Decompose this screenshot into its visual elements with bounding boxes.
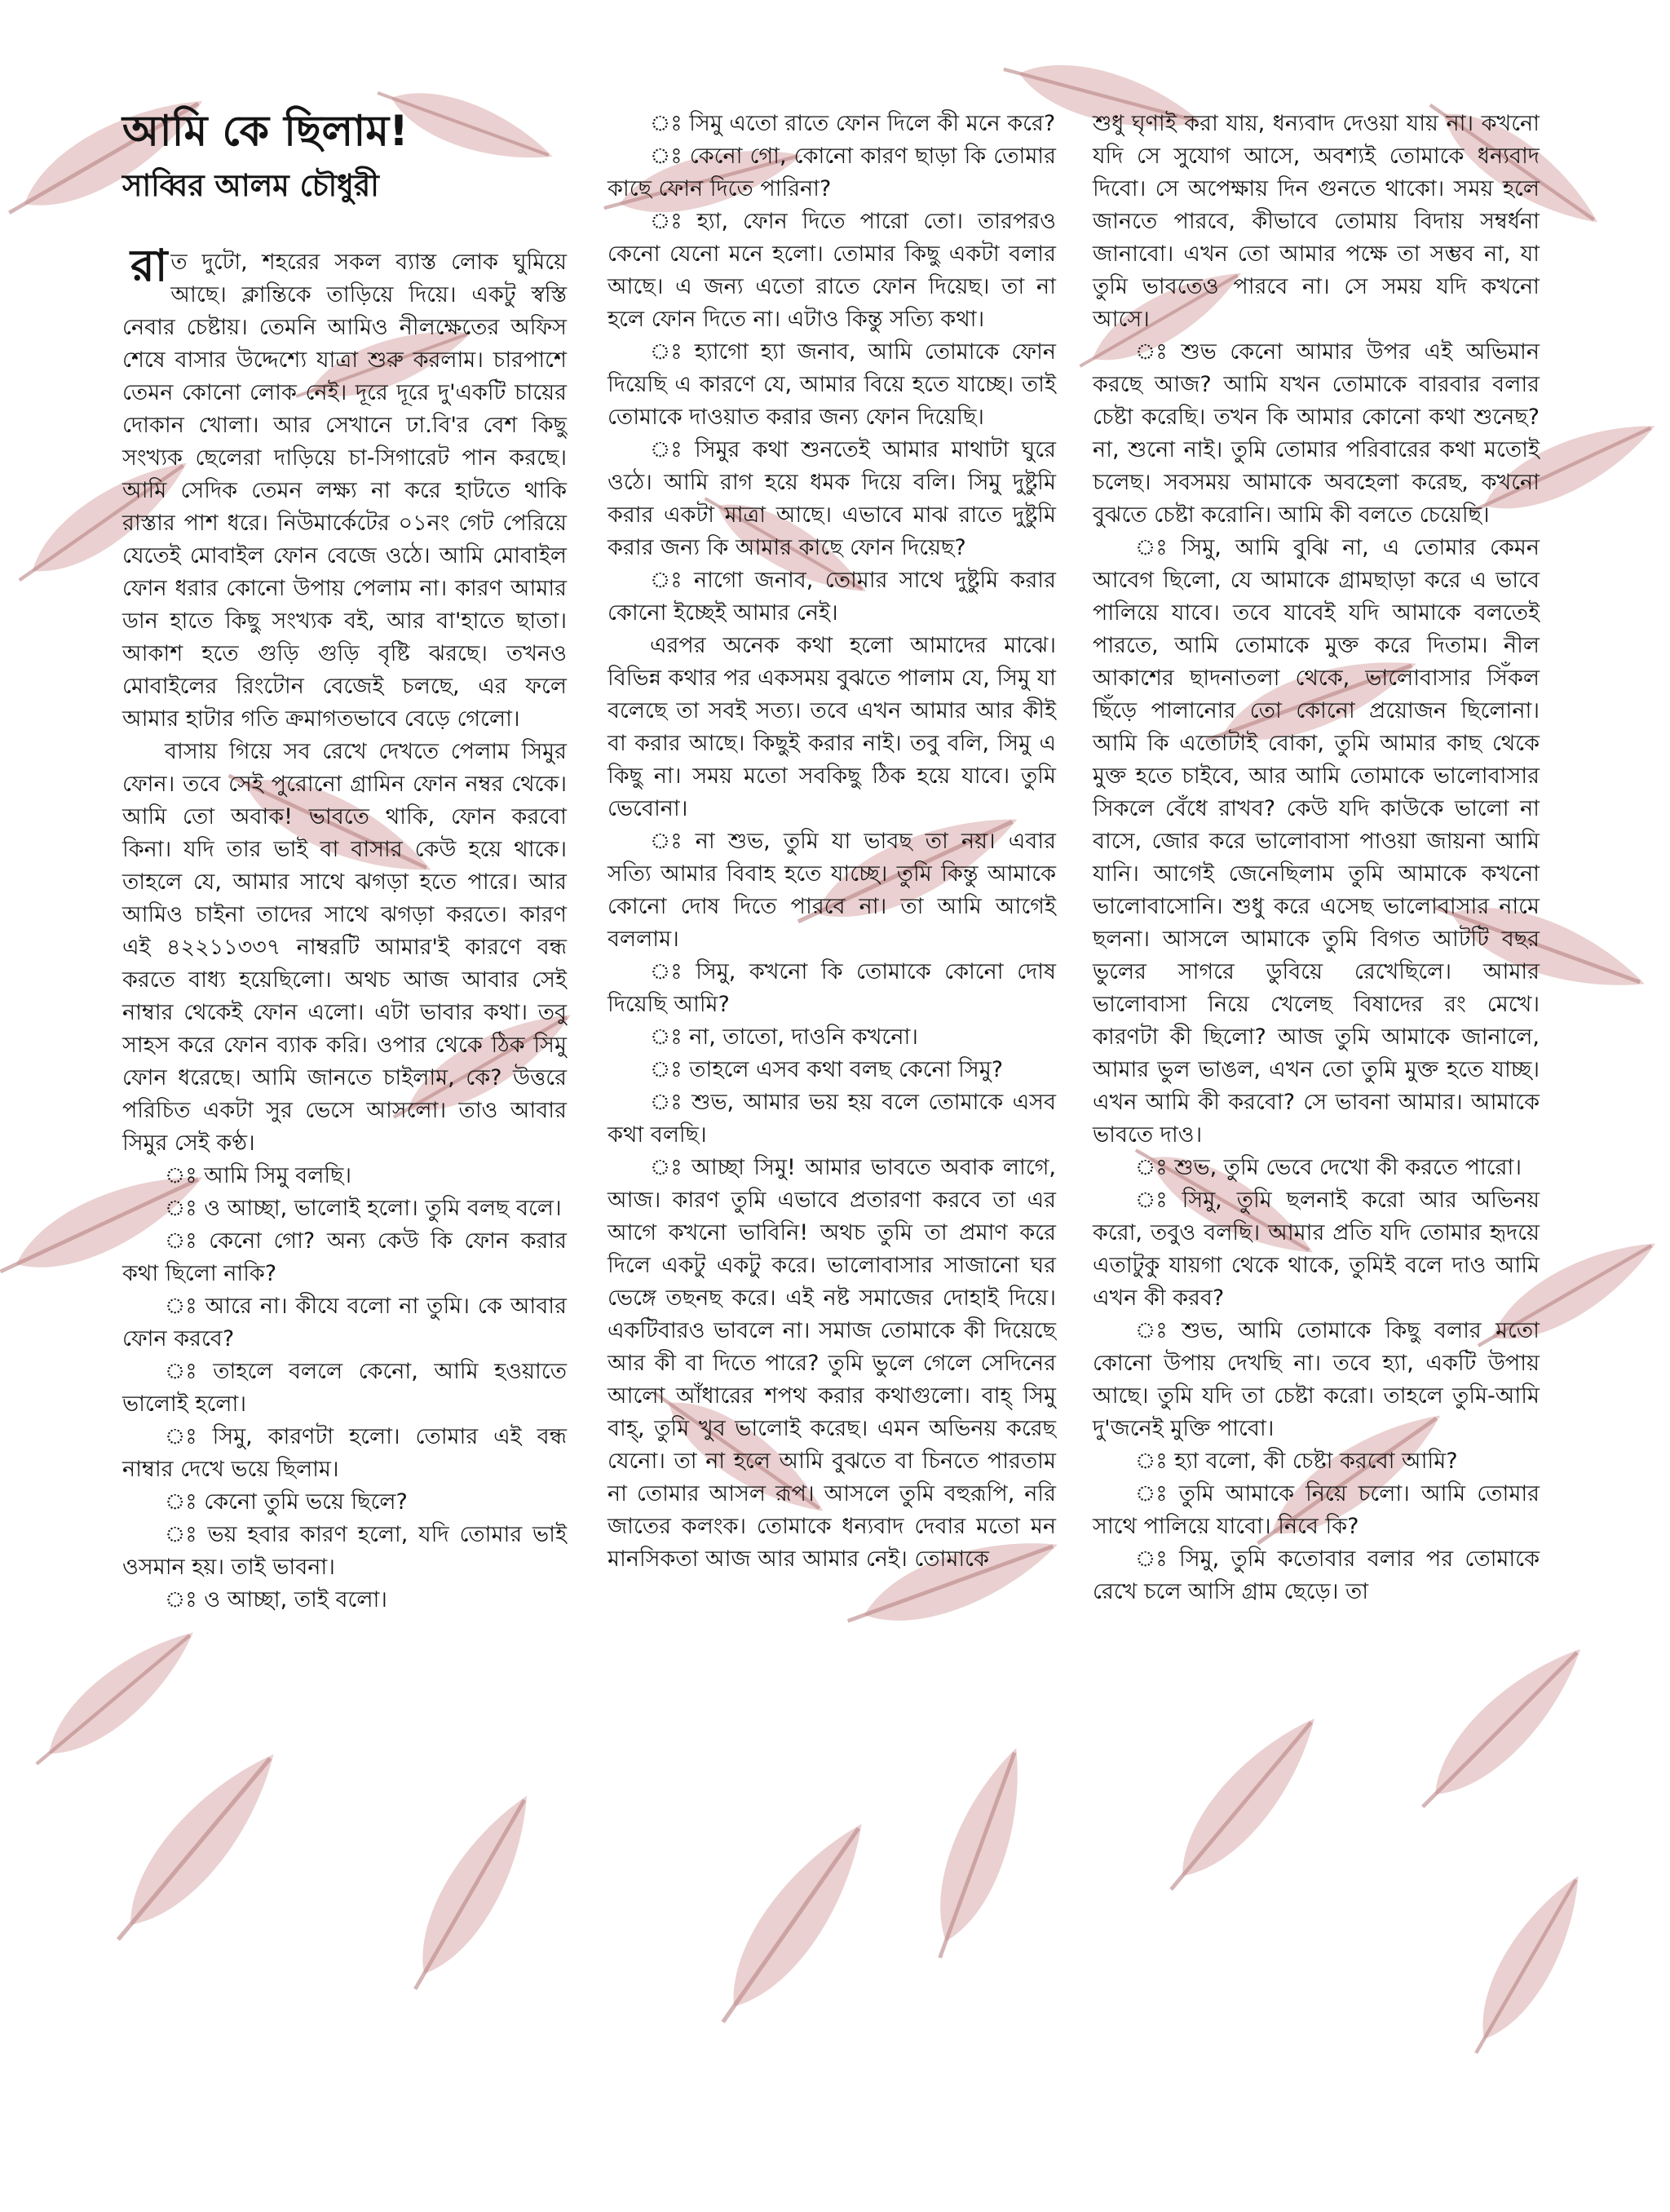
article-column-2 [607,108,1056,1576]
dialogue-line: ঃ সিমু, কখনো কি তোমাকে কোনো দোষ দিয়েছি আমি? [607,959,1056,1017]
dialogue-line: ঃ সিমু, কারণটা হলো। তোমার এই বন্ধ নাম্বার দেখে ভয়ে ছিলাম। [122,1424,567,1482]
dialogue-line: ঃ আরে না। কীযে বলো না তুমি। কে আবার ফোন করবে? [122,1294,567,1352]
dialogue-line: ঃ সিমু, তুমি ছলনাই করো আর অভিনয় করো, তবুও বলছি। আমার প্রতি যদি তোমার হৃদয়ে এতাটুকু যায়গা থেকে থাকে, তুমিই বলে দাও আমি এখন কী করব? [1093,1188,1540,1311]
dialogue-line: ঃ তুমি আমাকে নিয়ে চলো। আমি তোমার সাথে পালিয়ে যাবো। নিবে কি? [1093,1481,1540,1539]
article-author: সাব্বির আলম চৌধুরী [122,168,379,203]
dialogue-line: ঃ সিমু এতো রাতে ফোন দিলে কী মনে করে? [650,111,1056,136]
dialogue-line: ঃ ও আচ্ছা, তাই বলো। [165,1587,387,1613]
dialogue-line: ঃ তাহলে এসব কথা বলছ কেনো সিমু? [650,1057,1004,1082]
dialogue-line: ঃ সিমু, আমি বুঝি না, এ তোমার কেমন আবেগ ছিলো, যে আমাকে গ্রামছাড়া করে এ ভাবে পালিয়ে যাবে। তবে যাবেই যদি আমাকে বলতেই পারতে, আমি তোমাকে মুক্ত করে দিতাম। নীল আকাশের ছাদনাতলা থেকে, ভালোবাসার সিঁকল ছিঁড়ে পালানোর তো কোনো প্রয়োজন ছিলোনা। আমি কি এতোটাই বোকা, তুমি আমার কাছ থেকে মুক্ত হতে চাইবে, আর আমি তোমাকে ভালোবাসার সিকলে বেঁধে রাখব? কেউ যদি কাউকে ভালো না বাসে, জোর করে ভালোবাসা পাওয়া জায়না আমি যানি। আগেই জেনেছিলাম তুমি আমাকে কখনো ভালোবাসোনি। শুধু করে এসেছ ভালোবাসার নামে ছলনা। আসলে আমাকে তুমি বিগত আটটি বছর ভুলের সাগরে ডুবিয়ে রেখেছিলে। আমার ভালোবাসা নিয়ে খেলেছ বিষাদের রং মেখে। কারণটা কী ছিলো? আজ তুমি আমাকে জানালে, আমার ভুল ভাঙল, এখন তো তুমি মুক্ত হতে যাচ্ছ। এখন আমি কী করবো? সে ভাবনা আমার। আমাকে ভাবতে দাও। [1093,535,1540,1148]
article-title: আমি কে ছিলাম! [122,107,409,156]
dialogue-line: ঃ হ্যাগো হ্যা জনাব, আমি তোমাকে ফোন দিয়েছি এ কারণে যে, আমার বিয়ে হতে যাচ্ছে। তাই তোমাকে দাওয়াত করার জন্য ফোন দিয়েছি। [607,339,1056,430]
paragraph: এরপর অনেক কথা হলো আমাদের মাঝে। বিভিন্ন কথার পর একসময় বুঝতে পালাম যে, সিমু যা বলেছে তা সবই সত্য। তবে এখন আমার আর কীই বা করার আছে। কিছুই করার নাই। তবু বলি, সিমু এ কিছু না। সময় মতো সবকিছু ঠিক হয়ে যাবে। তুমি ভেবোনা। [607,633,1056,821]
dialogue-line: ঃ শুভ কেনো আমার উপর এই অভিমান করছে আজ? আমি যখন তোমাকে বারবার বলার চেষ্টা করেছি। তখন কি আমার কোনো কথা শুনেছ? না, শুনো নাই। তুমি তোমার পরিবারের কথা মতোই চলেছ। সবসময় আমাকে অবহেলা করেছ, কখনো বুঝতে চেষ্টা করোনি। আমি কী বলতে চেয়েছি। [1093,339,1540,528]
dialogue-line: ঃ শুভ, আমার ভয় হয় বলে তোমাকে এসব কথা বলছি। [607,1090,1056,1148]
opening-text: ত দুটো, শহরের সকল ব্যাস্ত লোক ঘুমিয়ে আছে। ক্লান্তিকে তাড়িয়ে দিয়ে। একটু স্বস্তি নেবার চেষ্টায়। তেমনি আমিও নীলক্ষেতের অফিস শেষে বাসার উদ্দেশ্যে যাত্রা শুরু করলাম। চারপাশে তেমন কোনো লোক নেই। দূরে দূরে দু'একটি চায়ের দোকান খোলা। আর সেখানে ঢা.বি'র বেশ কিছু সংখ্যক ছেলেরা দাড়িয়ে চা-সিগারেট পান করছে। আমি সেদিক তেমন লক্ষ্য না করে হাটতে থাকি রাস্তার পাশ ধরে। নিউমার্কেটের ০১নং গেট পেরিয়ে যেতেই মোবাইল ফোন বেজে ওঠে। আমি মোবাইল ফোন ধরার কোনো উপায় পেলাম না। কারণ আমার ডান হাতে কিছু সংখ্যক বই, আর বা'হাতে ছাতা। আকাশ হতে গুড়ি গুড়ি বৃষ্টি ঝরছে। তখনও মোবাইলের রিংটোন বেজেই চলছে, এর ফলে আমার হাটার গতি ক্রমাগতভাবে বেড়ে গেলো। [122,250,567,732]
dialogue-line: ঃ কেনো গো? অন্য কেউ কি ফোন করার কথা ছিলো নাকি? [122,1228,567,1286]
dialogue-line: ঃ আচ্ছা সিমু! আমার ভাবতে অবাক লাগে, আজ। কারণ তুমি এভাবে প্রতারণা করবে তা এর আগে কখনো ভাবিনি! অথচ তুমি তা প্রমাণ করে দিলে একটু একটু করে। ভালোবাসার সাজানো ঘর ভেঙ্গে তছনছ করে। এই নষ্ট সমাজের দোহাই দিয়ে। একটিবারও ভাবলে না। সমাজ তোমাকে কী দিয়েছে আর কী বা দিতে পারে? তুমি ভুলে গেলে সেদিনের আলো আঁধারের শপথ করার কথাগুলো। বাহ্ সিমু বাহ্, তুমি খুব ভালোই করেছ। এমন অভিনয় করেছ যেনো। তা না হলে আমি বুঝতে বা চিনতে পারতাম না তোমার আসল রূপ। আসলে তুমি বহুরূপি, নরি জাতের কলংক। তোমাকে ধন্যবাদ দেবার মতো মন মানসিকতা আজ আর আমার নেই। তোমাকে [607,1155,1056,1572]
opening-paragraph [122,240,567,736]
continued-paragraph: শুধু ঘৃণাই করা যায়, ধন্যবাদ দেওয়া যায় না। কখনো যদি সে সুযোগ আসে, অবশ্যই তোমাকে ধন্যবাদ দিবো। সে অপেক্ষায় দিন গুনতে থাকো। সময় হলে জানতে পারবে, কীভাবে তোমায় বিদায় সম্বর্ধনা জানাবো। এখন তো আমার পক্ষে তা সম্ভব না, যা তুমি ভাবতেও পারবে না। সে সময় যদি কখনো আসে। [1093,111,1540,332]
dialogue-line: ঃ কেনো তুমি ভয়ে ছিলে? [165,1489,408,1515]
dialogue-line: ঃ না, তাতো, দাওনি কখনো। [650,1024,918,1050]
dialogue-line: ঃ শুভ, আমি তোমাকে কিছু বলার মতো কোনো উপায় দেখছি না। তবে হ্যা, একটি উপায় আছে। তুমি যদি তা চেষ্টা করো। তাহলে তুমি-আমি দু'জনেই মুক্তি পাবো। [1093,1318,1540,1441]
dialogue-line: ঃ না শুভ, তুমি যা ভাবছ তা নয়। এবার সত্যি আমার বিবাহ হতে যাচ্ছে। তুমি কিন্তু আমাকে কোনো দোষ দিতে পারবে না। তা আমি আগেই বললাম। [607,829,1056,952]
dialogue-line: ঃ সিমু, তুমি কতোবার বলার পর তোমাকে রেখে চলে আসি গ্রাম ছেড়ে। তা [1093,1546,1540,1604]
dialogue-line: ঃ হ্যা, ফোন দিতে পারো তো। তারপরও কেনো যেনো মনে হলো। তোমার কিছু একটা বলার আছে। এ জন্য এতো রাতে ফোন দিয়েছ। তা না হলে ফোন দিতে না। এটাও কিন্তু সত্যি কথা। [607,209,1056,332]
dialogue-line: ঃ শুভ, তুমি ভেবে দেখো কী করতে পারো। [1135,1155,1522,1180]
article-column-1 [122,240,567,1617]
dialogue-line: ঃ তাহলে বললে কেনো, আমি হওয়াতে ভালোই হলো। [122,1359,567,1417]
article-column-3 [1093,108,1540,1608]
dialogue-line: ঃ ভয় হবার কারণ হলো, যদি তোমার ভাই ওসমান হয়। তাই ভাবনা। [122,1522,567,1580]
drop-cap: রা [130,240,168,291]
paragraph: বাসায় গিয়ে সব রেখে দেখতে পেলাম সিমুর ফোন। তবে সেই পুরোনো গ্রামিন ফোন নম্বর থেকে। আমি তো অবাক! ভাবতে থাকি, ফোন করবো কিনা। যদি তার ভাই বা বাসার কেউ হয়ে থাকে। তাহলে যে, আমার সাথে ঝগড়া হতে পারে। আর আমিও চাইনা তাদের সাথে ঝগড়া করতে। কারণ এই ৪২২১১৩৩৭ নাম্বরটি আমার'ই কারণে বন্ধ করতে বাধ্য হয়েছিলো। অথচ আজ আবার সেই নাম্বার থেকেই ফোন এলো। এটা ভাবার কথা। তবু সাহস করে ফোন ব্যাক করি। ওপার থেকে ঠিক সিমু ফোন ধরেছে। আমি জানতে চাইলাম, কে? উত্তরে পরিচিত একটা সুর ভেসে আসলো। তাও আবার সিমুর সেই কণ্ঠ। [122,739,567,1156]
dialogue-line: ঃ হ্যা বলো, কী চেষ্টা করবো আমি? [1135,1449,1458,1474]
dialogue-line: ঃ আমি সিমু বলছি। [165,1163,352,1188]
dialogue-line: ঃ কেনো গো, কোনো কারণ ছাড়া কি তোমার কাছে ফোন দিতে পারিনা? [607,144,1056,201]
dialogue-line: ঃ নাগো জনাব, তোমার সাথে দুষ্টুমি করার কোনো ইচ্ছেই আমার নেই। [607,568,1056,626]
dialogue-line: ঃ ও আচ্ছা, ভালোই হলো। তুমি বলছ বলে। [165,1196,562,1221]
dialogue-line: ঃ সিমুর কথা শুনতেই আমার মাথাটা ঘুরে ওঠে। আমি রাগ হয়ে ধমক দিয়ে বলি। সিমু দুষ্টুমি করার একটা মাত্রা আছে। এভাবে মাঝ রাতে দুষ্টুমি করার জন্য কি আমার কাছে ফোন দিয়েছ? [607,437,1056,560]
